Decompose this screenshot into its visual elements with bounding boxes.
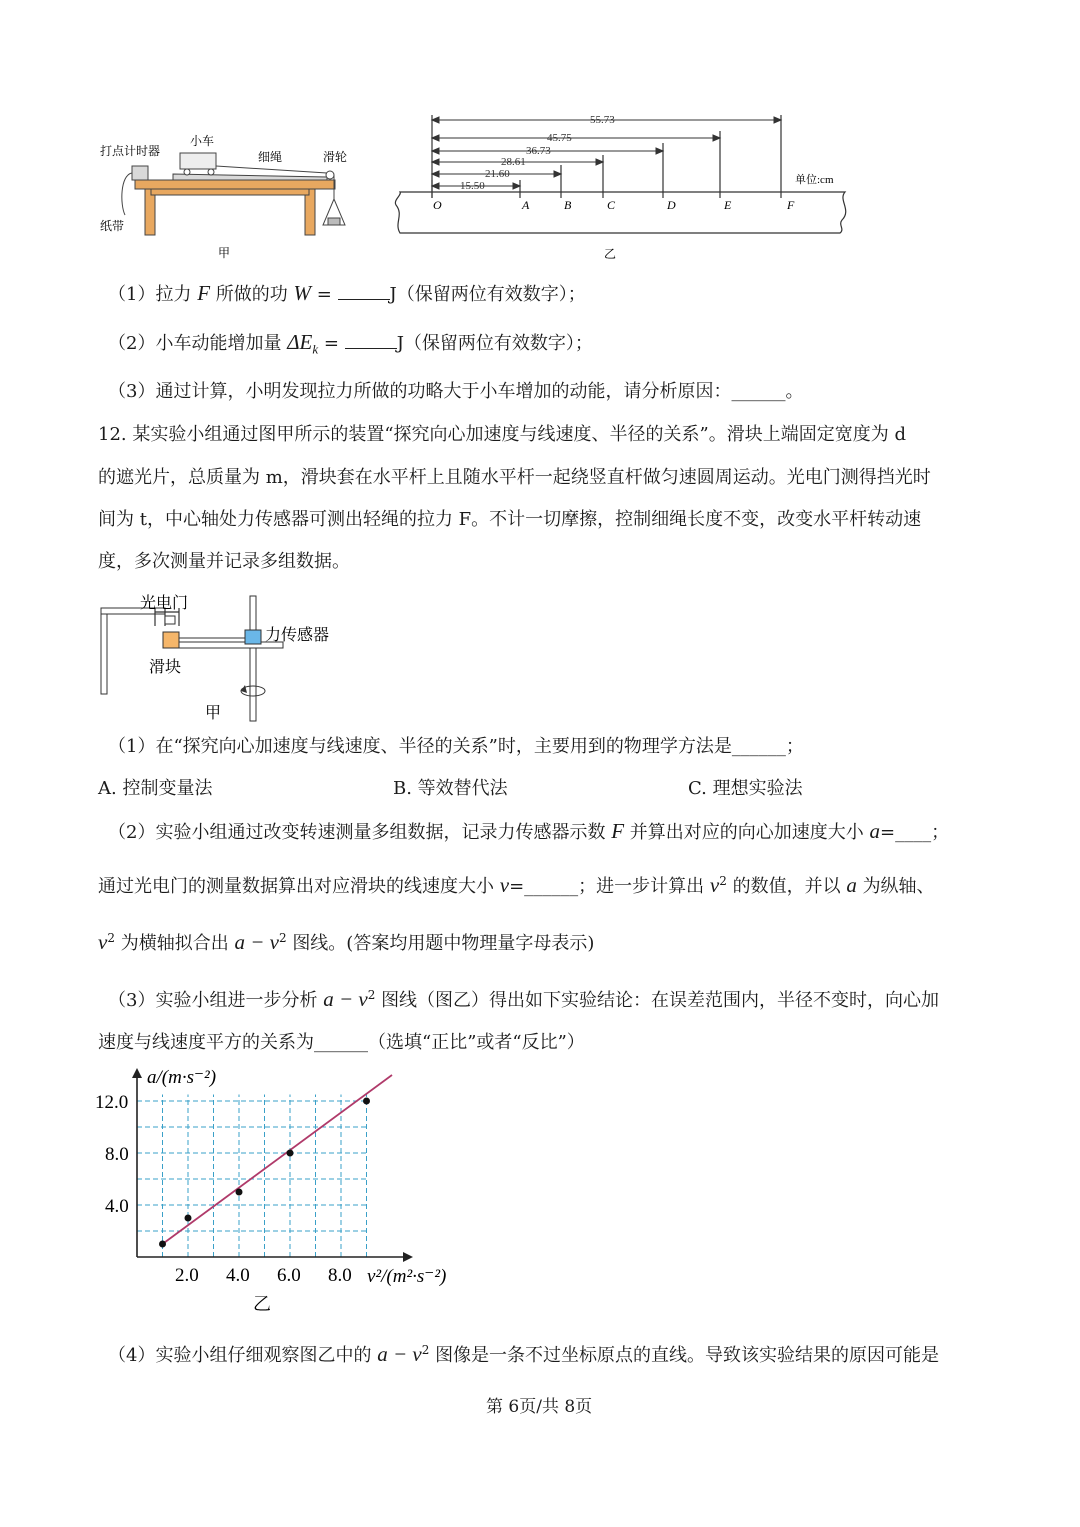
expr-a-minus-v: a − v — [377, 1342, 422, 1366]
fit-line — [163, 1075, 393, 1244]
distance-ob: 21.60 — [485, 168, 510, 180]
figure-jia-circular-motion — [95, 588, 355, 723]
data-point — [287, 1150, 294, 1157]
q11-part1-unit: J（保留两位有效数字）； — [389, 284, 586, 305]
q12-part2-text6: 为横轴拟合出 — [120, 933, 229, 954]
distance-od: 36.73 — [526, 145, 551, 157]
superscript-2: 2 — [278, 931, 287, 945]
q11-part1 — [108, 280, 586, 308]
q12-stem-line1: 12. 某实验小组通过图甲所示的装置“探究向心加速度与线速度、半径的关系”。滑块上端固定宽度为 d — [98, 424, 906, 445]
superscript-2: 2 — [107, 931, 115, 945]
q12-part2-line2 — [98, 868, 935, 900]
figure-jia-apparatus — [95, 125, 375, 265]
q12-part2-text3: 通过光电门的测量数据算出对应滑块的线速度大小 — [98, 876, 494, 897]
timer-label: 打点计时器 — [100, 144, 161, 158]
q11-part2 — [108, 329, 593, 363]
tape-label: 纸带 — [100, 219, 125, 233]
option-a[interactable]: A. 控制变量法 — [98, 778, 213, 799]
q12-part4 — [108, 1337, 939, 1369]
q12-part3-line1 — [108, 982, 939, 1014]
q12-part2-text7: 图线。(答案均用题中物理量字母表示) — [292, 933, 595, 954]
data-point — [363, 1098, 370, 1105]
var-a: a — [869, 819, 880, 843]
figure-caption-yi: 乙 — [604, 247, 617, 261]
point-b: B — [564, 198, 572, 212]
distance-oc: 28.61 — [501, 156, 526, 168]
q12-stem-line3: 间为 t，中心轴处力传感器可测出轻绳的拉力 F。不计一切摩擦，控制细绳长度不变，改变水平杆转动速 — [98, 509, 922, 530]
var-f: F — [611, 819, 625, 843]
q12-part2-line1 — [108, 818, 949, 846]
figure-caption-jia: 甲 — [218, 246, 231, 260]
var-delta-e: ΔE — [287, 330, 313, 354]
point-f: F — [787, 198, 795, 212]
q12-stem-line4: 度，多次测量并记录多组数据。 — [98, 551, 350, 572]
subscript-k: k — [312, 341, 319, 357]
answer-blank[interactable] — [338, 281, 390, 300]
q12-part2-text4: 的数值，并以 — [732, 876, 841, 897]
page-footer: 第 6页/共 8页 — [486, 1397, 593, 1417]
q12-stem-line2: 的遮光片，总质量为 m，滑块套在水平杆上且随水平杆一起绕竖直杆做匀速圆周运动。光电门测得挡光时 — [98, 467, 931, 488]
q12-part2-line3 — [98, 925, 594, 957]
expr-a-minus-v: a − v — [234, 930, 279, 954]
superscript-2: 2 — [719, 874, 727, 888]
var-v: v — [98, 930, 108, 954]
chart-fit-line — [163, 1075, 393, 1244]
pulley-label: 滑轮 — [323, 150, 348, 164]
x-tick-label: 8.0 — [328, 1265, 352, 1286]
data-point — [236, 1189, 243, 1196]
chart-caption-yi: 乙 — [253, 1294, 271, 1314]
point-o: O — [433, 198, 442, 212]
q12-part4-text: （4）实验小组仔细观察图乙中的 — [108, 1345, 372, 1366]
y-axis-label: a/(m·s⁻²) — [147, 1067, 217, 1088]
data-point — [159, 1241, 166, 1248]
q12-part2-text5: 为纵轴、 — [862, 876, 935, 897]
var-w: W — [293, 281, 311, 305]
force-sensor-label: 力传感器 — [265, 627, 330, 644]
var-v: v — [709, 873, 720, 897]
q11-part1-text: （1）拉力 — [108, 284, 192, 305]
chart-axes — [132, 1068, 413, 1262]
x-tick-label: 2.0 — [175, 1265, 199, 1286]
q11-part2-text: （2）小车动能增加量 — [108, 333, 282, 354]
point-e: E — [724, 198, 732, 212]
q11-part2-unit: J（保留两位有效数字）； — [396, 333, 593, 354]
figure-yi-tape — [390, 105, 850, 265]
q12-part3-text2: 图线（图乙）得出如下实验结论：在误差范围内，半径不变时，向心加 — [381, 990, 940, 1011]
y-tick-label: 8.0 — [105, 1144, 129, 1165]
q12-part3-text: （3）实验小组进一步分析 — [108, 990, 318, 1011]
option-c[interactable]: C. 理想实验法 — [688, 778, 803, 799]
q12-part1: （1）在“探究向心加速度与线速度、半径的关系”时，主要用到的物理学方法是______； — [108, 736, 804, 757]
superscript-2: 2 — [421, 1343, 430, 1357]
distance-oe: 45.75 — [547, 132, 572, 144]
var-f: F — [197, 281, 211, 305]
q12-part4-text2: 图像是一条不过坐标原点的直线。导致该实验结果的原因可能是 — [435, 1345, 940, 1366]
a-v2-chart — [95, 1062, 475, 1322]
q12-part2-text2: 并算出对应的向心加速度大小 — [629, 822, 864, 843]
var-a: a — [846, 873, 857, 897]
var-v: v — [499, 873, 510, 897]
answer-blank-a[interactable]: =____； — [879, 822, 950, 843]
x-axis-label: v²/(m²·s⁻²) — [367, 1266, 447, 1287]
equals-sign: = — [323, 333, 339, 354]
y-tick-label: 12.0 — [95, 1092, 129, 1113]
expr-a-minus-v: a − v — [323, 987, 368, 1011]
q12-part3-line2: 速度与线速度平方的关系为______（选填“正比”或者“反比”） — [98, 1032, 585, 1053]
superscript-2: 2 — [367, 988, 376, 1002]
cart-label: 小车 — [190, 134, 215, 148]
x-tick-label: 6.0 — [277, 1265, 301, 1286]
x-tick-label: 4.0 — [226, 1265, 250, 1286]
option-b[interactable]: B. 等效替代法 — [393, 778, 508, 799]
answer-blank-v[interactable]: =______；进一步计算出 — [509, 876, 705, 897]
tape-unit: 单位:cm — [795, 174, 834, 186]
q12-part2-text: （2）实验小组通过改变转速测量多组数据，记录力传感器示数 — [108, 822, 606, 843]
point-d: D — [667, 198, 676, 212]
photogate-label: 光电门 — [140, 595, 189, 612]
q11-part3: （3）通过计算，小明发现拉力所做的功略大于小车增加的动能，请分析原因：______。 — [108, 381, 804, 402]
y-tick-label: 4.0 — [105, 1196, 129, 1217]
point-c: C — [607, 198, 616, 212]
distance-oa: 15.50 — [460, 180, 485, 192]
rope-label: 细绳 — [258, 150, 283, 164]
point-a: A — [522, 198, 530, 212]
equals-sign: = — [316, 284, 332, 305]
answer-blank[interactable] — [345, 330, 397, 349]
q11-part1-text2: 所做的功 — [215, 284, 288, 305]
data-point — [185, 1215, 192, 1222]
figure-caption-jia-2: 甲 — [205, 705, 222, 722]
slider-label: 滑块 — [149, 659, 182, 676]
distance-of: 55.73 — [590, 114, 615, 126]
